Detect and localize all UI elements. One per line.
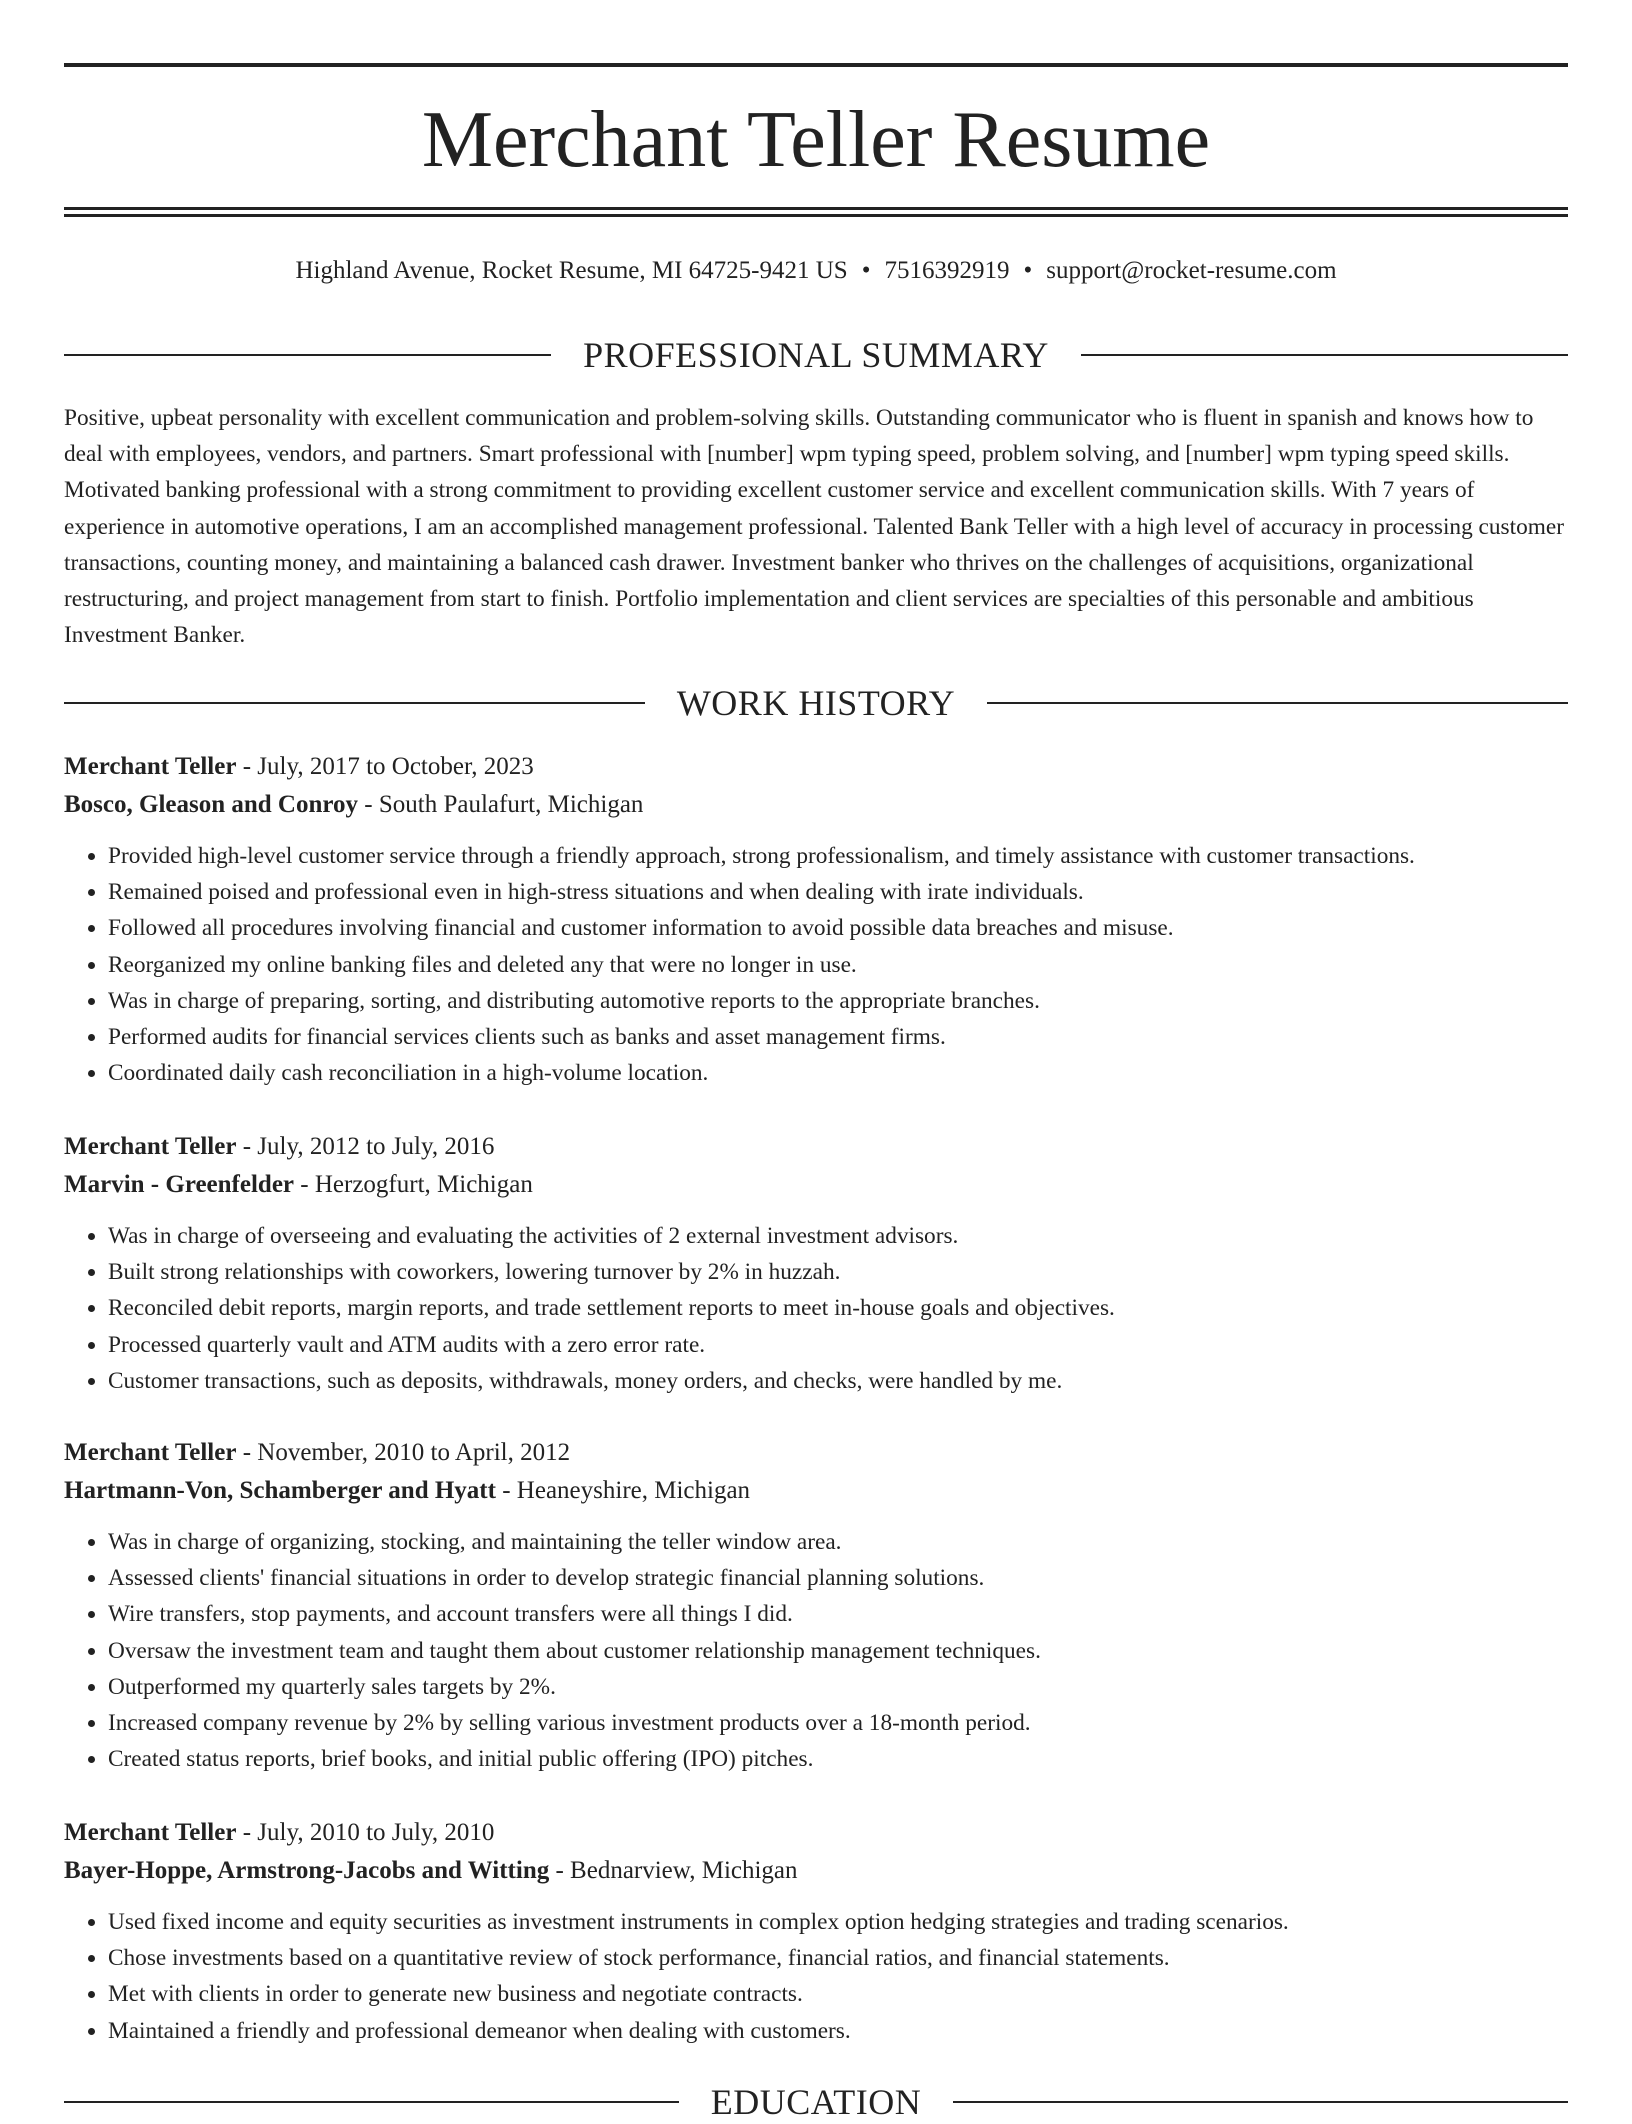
job-location: Herzogfurt, Michigan <box>314 1171 533 1198</box>
list-item: • Assessed clients' financial situations in order to develop strategic financial planning solutions. <box>108 1560 1568 1596</box>
list-item: • Remained poised and professional even in high-stress situations and when dealing with irate individuals. <box>108 874 1568 910</box>
job-company: Bayer-Hoppe, Armstrong-Jacobs and Witting <box>64 1857 550 1884</box>
job-company: Bosco, Gleason and Conroy <box>64 791 359 818</box>
section-title-work-history: WORK HISTORY <box>676 683 956 723</box>
list-item: • Performed audits for financial services clients such as banks and asset management firms. <box>108 1019 1568 1055</box>
job-bullet-list <box>64 838 1568 1091</box>
contact-separator: • <box>1023 257 1033 284</box>
list-item: • Followed all procedures involving financial and customer information to avoid possible data breaches and misuse. <box>108 910 1568 946</box>
heading-rule-left <box>64 702 645 704</box>
job-location: South Paulafurt, Michigan <box>378 791 644 818</box>
resume-title: Merchant Teller Resume <box>421 96 1211 184</box>
list-item: • Created status reports, brief books, and initial public offering (IPO) pitches. <box>108 1741 1568 1777</box>
job-dates: July, 2012 to July, 2016 <box>257 1133 495 1160</box>
job-company-line <box>64 1852 1568 1890</box>
job-title: Merchant Teller <box>64 1133 237 1160</box>
list-item: • Increased company revenue by 2% by selling various investment products over a 18-month period. <box>108 1705 1568 1741</box>
job-bullet-list <box>64 1524 1568 1777</box>
job-dash: - <box>236 1133 258 1160</box>
list-item: • Used fixed income and equity securities as investment instruments in complex option hedging strategies and trading scenarios. <box>108 1904 1568 1940</box>
job-title-line <box>64 1814 1568 1852</box>
header-top-rule <box>64 63 1568 67</box>
job-company: Marvin - Greenfelder <box>64 1171 295 1198</box>
job-dash: - <box>358 791 379 818</box>
job-title-line <box>64 1128 1568 1166</box>
heading-rule-right <box>953 2101 1568 2103</box>
job-dash: - <box>236 753 258 780</box>
section-heading-summary <box>64 333 1568 377</box>
job-entry <box>64 1434 1568 1777</box>
list-item: • Provided high-level customer service through a friendly approach, strong professionalism, and timely assistance with customer transactions. <box>108 838 1568 874</box>
job-dash: - <box>549 1857 571 1884</box>
contact-phone: 7516392919 <box>884 257 1010 284</box>
list-item: • Coordinated daily cash reconciliation in a high-volume location. <box>108 1055 1568 1091</box>
job-dates: July, 2017 to October, 2023 <box>257 753 534 780</box>
contact-email: support@rocket-resume.com <box>1046 257 1337 284</box>
section-heading-work-history <box>64 681 1568 725</box>
job-title-line <box>64 748 1568 786</box>
heading-rule-right <box>987 702 1568 704</box>
contact-line <box>64 254 1568 288</box>
list-item: • Processed quarterly vault and ATM audits with a zero error rate. <box>108 1327 1568 1363</box>
professional-summary-text: Positive, upbeat personality with excellent communication and problem-solving skills. Outstanding communicator who is fluent in spanish and knows how to deal with employees, vendors, and partners. Smart professional with [number] wpm typing speed, problem solving, and [number] wpm typing speed skills. Motivated banking professional with a strong commitment to providing excellent customer service and excellent communication skills. With 7 years of experience in automotive operations, I am an accomplished management professional. Talented Bank Teller with a high level of accuracy in processing customer transactions, counting money, and maintaining a balanced cash drawer. Investment banker who thrives on the challenges of acquisitions, organizational restructuring, and project management from start to finish. Portfolio implementation and client services are specialties of this personable and ambitious Investment Banker. <box>64 405 1564 649</box>
contact-address: Highland Avenue, Rocket Resume, MI 64725-9421 US <box>295 257 848 284</box>
job-dash: - <box>236 1819 258 1846</box>
job-dates: July, 2010 to July, 2010 <box>257 1819 495 1846</box>
job-bullet-list <box>64 1904 1568 2049</box>
header-double-rule <box>64 207 1568 217</box>
job-dates: November, 2010 to April, 2012 <box>257 1439 571 1466</box>
job-company-line <box>64 786 1568 824</box>
section-title-education: EDUCATION <box>710 2082 922 2122</box>
list-item: • Was in charge of organizing, stocking, and maintaining the teller window area. <box>108 1524 1568 1560</box>
list-item: • Reorganized my online banking files and deleted any that were no longer in use. <box>108 947 1568 983</box>
heading-rule-left <box>64 354 551 356</box>
job-company-line <box>64 1166 1568 1204</box>
job-dash: - <box>495 1477 517 1504</box>
job-title-line <box>64 1434 1568 1472</box>
job-dash: - <box>294 1171 315 1198</box>
list-item: • Built strong relationships with coworkers, lowering turnover by 2% in huzzah. <box>108 1254 1568 1290</box>
job-entry <box>64 1128 1568 1399</box>
list-item: • Oversaw the investment team and taught them about customer relationship management techniques. <box>108 1633 1568 1669</box>
heading-rule-right <box>1081 354 1568 356</box>
list-item: • Reconciled debit reports, margin reports, and trade settlement reports to meet in-house goals and objectives. <box>108 1290 1568 1326</box>
list-item: • Was in charge of preparing, sorting, and distributing automotive reports to the appropriate branches. <box>108 983 1568 1019</box>
job-location: Heaneyshire, Michigan <box>516 1477 751 1504</box>
list-item: • Met with clients in order to generate new business and negotiate contracts. <box>108 1976 1568 2012</box>
job-company-line <box>64 1472 1568 1510</box>
list-item: • Wire transfers, stop payments, and account transfers were all things I did. <box>108 1596 1568 1632</box>
contact-separator: • <box>861 257 871 284</box>
job-location: Bednarview, Michigan <box>570 1857 798 1884</box>
job-title: Merchant Teller <box>64 1439 237 1466</box>
list-item: • Maintained a friendly and professional demeanor when dealing with customers. <box>108 2013 1568 2049</box>
list-item: • Was in charge of overseeing and evaluating the activities of 2 external investment advisors. <box>108 1218 1568 1254</box>
job-company: Hartmann-Von, Schamberger and Hyatt <box>64 1477 496 1504</box>
job-entry <box>64 1814 1568 2049</box>
section-heading-education <box>64 2080 1568 2124</box>
heading-rule-left <box>64 2101 679 2103</box>
list-item: • Outperformed my quarterly sales targets by 2%. <box>108 1669 1568 1705</box>
job-bullet-list <box>64 1218 1568 1399</box>
job-dash: - <box>236 1439 258 1466</box>
list-item: • Chose investments based on a quantitative review of stock performance, financial ratios, and financial statements. <box>108 1940 1568 1976</box>
list-item: • Customer transactions, such as deposits, withdrawals, money orders, and checks, were handled by me. <box>108 1363 1568 1399</box>
section-title-summary: PROFESSIONAL SUMMARY <box>583 335 1049 375</box>
job-entry <box>64 748 1568 1091</box>
job-title: Merchant Teller <box>64 753 237 780</box>
job-title: Merchant Teller <box>64 1819 237 1846</box>
